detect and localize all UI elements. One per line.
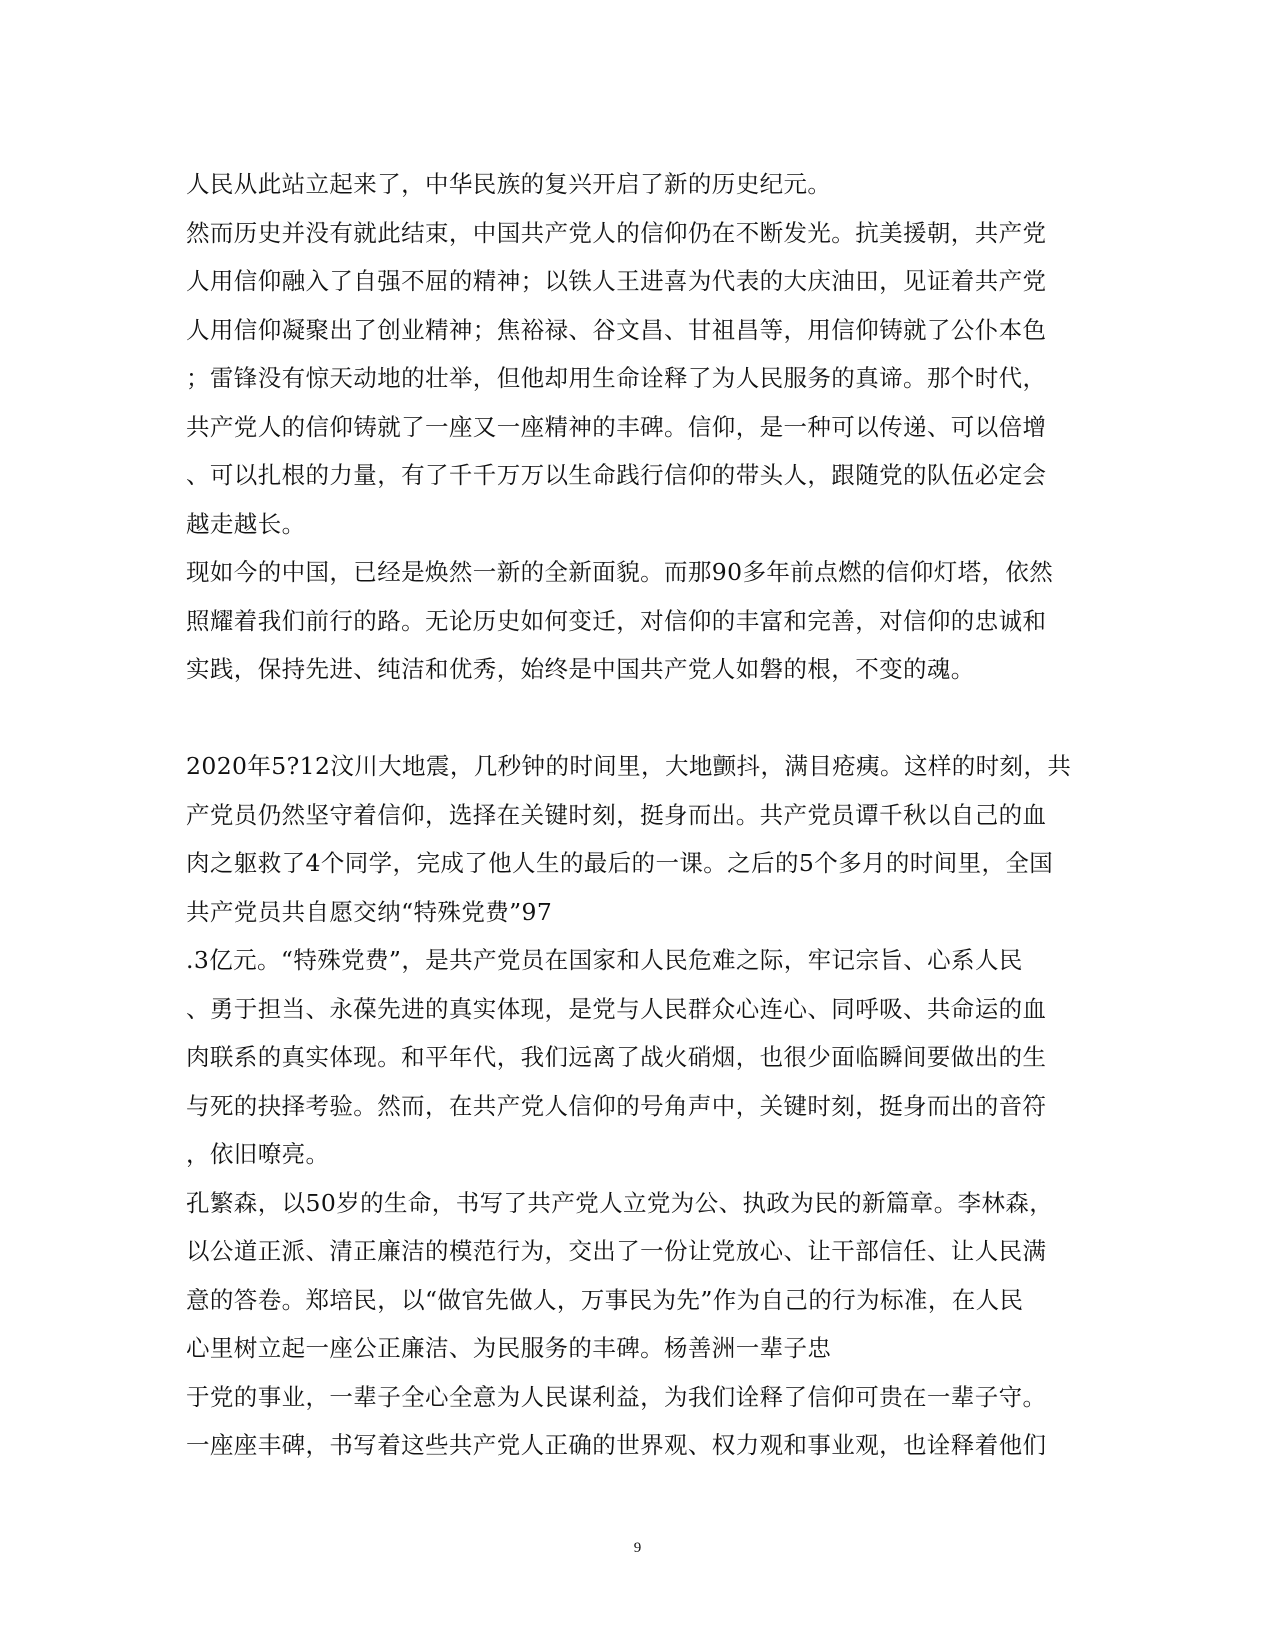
text-line: 人用信仰融入了自强不屈的精神；以铁人王进喜为代表的大庆油田，见证着共产党 xyxy=(186,267,1047,295)
text-line: 现如今的中国，已经是焕然一新的全新面貌。而那90多年前点燃的信仰灯塔，依然 xyxy=(186,558,1054,586)
text-line: 肉联系的真实体现。和平年代，我们远离了战火硝烟，也很少面临瞬间要做出的生 xyxy=(186,1043,1047,1071)
text-line: 人用信仰凝聚出了创业精神；焦裕禄、谷文昌、甘祖昌等，用信仰铸就了公仆本色 xyxy=(186,315,1047,344)
text-line: 心里树立起一座公正廉洁、为民服务的丰碑。杨善洲一辈子忠 xyxy=(186,1334,832,1362)
text-line: 、可以扎根的力量，有了千千万万以生命践行信仰的带头人，跟随党的队伍必定会 xyxy=(186,461,1047,489)
text-line: 2020年5?12汶川大地震，几秒钟的时间里，大地颤抖，满目疮痍。这样的时刻，共 xyxy=(186,752,1072,780)
text-line: 人民从此站立起来了，中华民族的复兴开启了新的历史纪元。 xyxy=(186,170,832,198)
text-line: 产党员仍然坚守着信仰，选择在关键时刻，挺身而出。共产党员谭千秋以自己的血 xyxy=(186,800,1047,829)
paragraph-gap xyxy=(186,694,1086,743)
text-line: 孔繁森，以50岁的生命，书写了共产党人立党为公、执政为民的新篇章。李林森， xyxy=(186,1188,1054,1217)
page-number: 9 xyxy=(633,1540,642,1556)
text-line: 一座座丰碑，书写着这些共产党人正确的世界观、权力观和事业观，也诠释着他们 xyxy=(186,1431,1047,1459)
text-line: 肉之躯救了4个同学，完成了他人生的最后的一课。之后的5个多月的时间里，全国 xyxy=(186,849,1054,877)
text-line: 共产党员共自愿交纳“特殊党费”97 xyxy=(186,897,553,926)
text-line: 实践，保持先进、纯洁和优秀，始终是中国共产党人如磐的根，不变的魂。 xyxy=(186,655,975,683)
text-line: ，依旧嘹亮。 xyxy=(186,1140,330,1168)
text-line: 于党的事业，一辈子全心全意为人民谋利益，为我们诠释了信仰可贵在一辈子守。 xyxy=(186,1382,1047,1411)
text-line: 然而历史并没有就此结束，中国共产党人的信仰仍在不断发光。抗美援朝，共产党 xyxy=(186,218,1047,247)
text-line: 照耀着我们前行的路。无论历史如何变迁，对信仰的丰富和完善，对信仰的忠诚和 xyxy=(186,606,1047,635)
text-line: 以公道正派、清正廉洁的模范行为，交出了一份让党放心、让干部信任、让人民满 xyxy=(186,1237,1047,1265)
text-line: 共产党人的信仰铸就了一座又一座精神的丰碑。信仰，是一种可以传递、可以倍增 xyxy=(186,412,1047,441)
body-text xyxy=(186,160,1086,1470)
text-line: ；雷锋没有惊天动地的壮举，但他却用生命诠释了为人民服务的真谛。那个时代， xyxy=(186,364,1047,392)
text-line: 意的答卷。郑培民，以“做官先做人，万事民为先”作为自己的行为标准，在人民 xyxy=(186,1285,1024,1314)
text-line: 越走越长。 xyxy=(186,509,306,538)
text-line: .3亿元。“特殊党费”，是共产党员在国家和人民危难之际，牢记宗旨、心系人民 xyxy=(186,946,1023,974)
text-line: 、勇于担当、永葆先进的真实体现，是党与人民群众心连心、同呼吸、共命运的血 xyxy=(186,994,1047,1023)
text-line: 与死的抉择考验。然而，在共产党人信仰的号角声中，关键时刻，挺身而出的音符 xyxy=(186,1091,1047,1120)
